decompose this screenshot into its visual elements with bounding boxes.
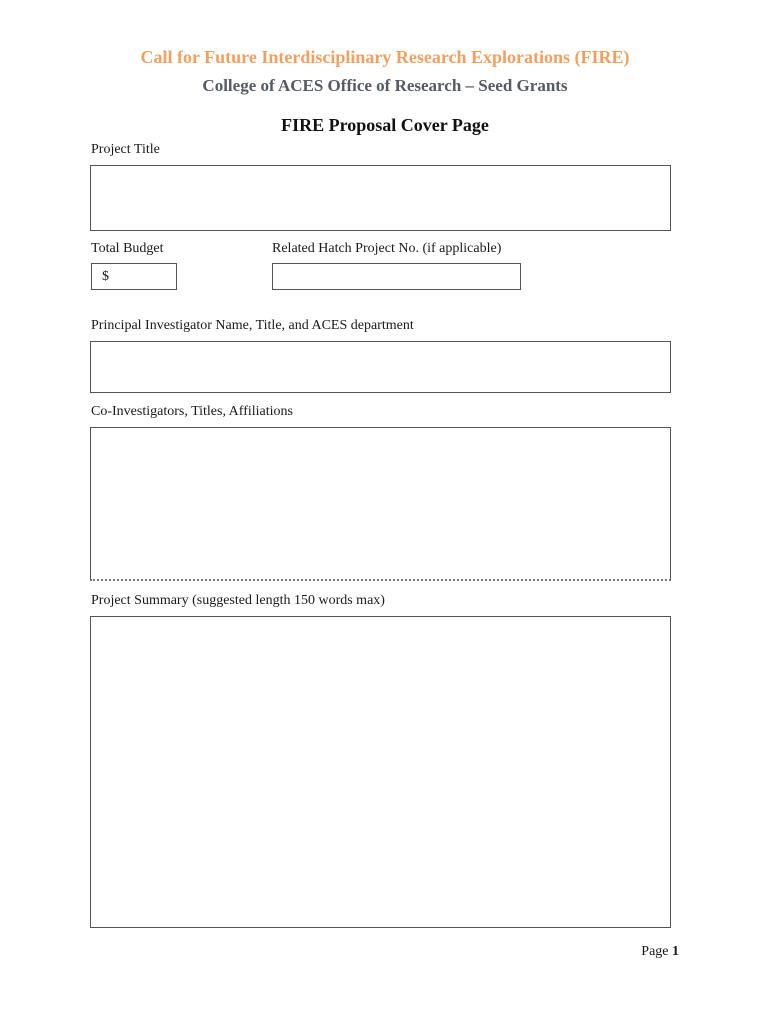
page-label: Page bbox=[641, 944, 669, 959]
pi-field[interactable] bbox=[90, 341, 671, 393]
pi-label: Principal Investigator Name, Title, and ACES department bbox=[91, 318, 414, 333]
total-budget-field[interactable] bbox=[91, 263, 177, 290]
project-summary-field[interactable] bbox=[90, 616, 671, 928]
office-subtitle: College of ACES Office of Research – Seed Grants bbox=[202, 76, 568, 95]
co-investigators-field[interactable] bbox=[90, 427, 671, 581]
project-title-field[interactable] bbox=[90, 165, 671, 231]
page-title: FIRE Proposal Cover Page bbox=[281, 115, 489, 135]
currency-symbol: $ bbox=[102, 269, 109, 284]
total-budget-label: Total Budget bbox=[91, 241, 164, 256]
co-investigators-label: Co-Investigators, Titles, Affiliations bbox=[91, 404, 293, 419]
hatch-project-field[interactable] bbox=[272, 263, 521, 290]
hatch-project-label: Related Hatch Project No. (if applicable) bbox=[272, 241, 502, 256]
project-summary-label: Project Summary (suggested length 150 words max) bbox=[91, 593, 385, 608]
page-number-value: 1 bbox=[672, 944, 679, 959]
call-title: Call for Future Interdisciplinary Research Explorations (FIRE) bbox=[140, 47, 630, 67]
page-number bbox=[641, 943, 679, 961]
project-title-label: Project Title bbox=[91, 142, 160, 157]
